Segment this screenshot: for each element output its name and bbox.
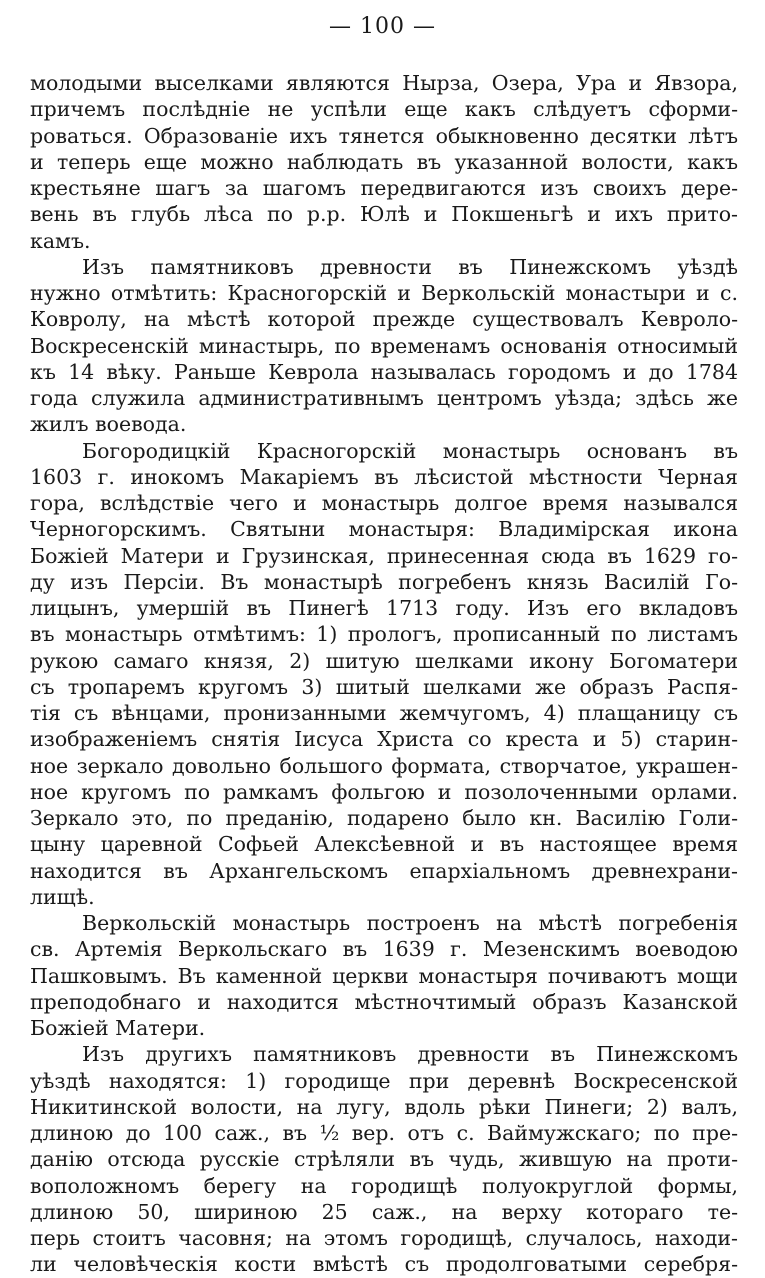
text-line: Зеркало это, по преданію, подарено было кн. Василію Голи- bbox=[30, 806, 738, 830]
text-line: перь стоитъ часовня; на этомъ городищѣ, случалось, находи- bbox=[30, 1226, 738, 1250]
text-line: воположномъ берегу на городищѣ полуокруглой формы, bbox=[30, 1173, 738, 1198]
text-line: рукою самаго князя, 2) шитую шелками икону Богоматери bbox=[30, 648, 738, 673]
text-line: ду изъ Персіи. Въ монастырѣ погребенъ князь Василій Го- bbox=[30, 569, 738, 594]
text-line: гора, вслѣдствіе чего и монастырь долгое время назывался bbox=[30, 491, 738, 515]
text-line: Богородицкій Красногорскій монастырь основанъ въ bbox=[82, 438, 738, 463]
text-line: Ковролу, на мѣстѣ которой прежде существовалъ Кевроло- bbox=[30, 307, 738, 332]
text-line: ли человѣческія кости вмѣстѣ съ продолговатыми серебря- bbox=[30, 1252, 738, 1277]
text-line: жилъ воевода. bbox=[30, 412, 187, 437]
text-line: въ монастырь отмѣтимъ: 1) прологъ, прописанный по листамъ bbox=[30, 622, 738, 647]
text-line: Божіей Матери. bbox=[30, 1016, 206, 1040]
text-line: длиною 50, шириною 25 саж., на верху котораго те- bbox=[30, 1199, 738, 1224]
text-line: Пашковымъ. Въ каменной церкви монастыря почиваютъ мощи bbox=[30, 963, 738, 988]
text-line: ное кругомъ по рамкамъ фольгою и позолоченными орлами. bbox=[30, 779, 738, 804]
text-line: изображеніемъ снятія Іисуса Христа со креста и 5) старин- bbox=[30, 727, 738, 752]
text-line: длиною до 100 саж., въ ½ вер. отъ с. Ваймужскаго; по пре- bbox=[30, 1121, 738, 1145]
text-line: ное зеркало довольно большого формата, створчатое, украшен- bbox=[30, 753, 738, 778]
text-line: года служила административнымъ центромъ уѣзда; здѣсь же bbox=[30, 386, 738, 410]
text-line: 1603 г. инокомъ Макаріемъ въ лѣсистой мѣстности Черная bbox=[30, 464, 738, 489]
text-line: лицынъ, умершій въ Пинегѣ 1713 году. Изъ его вкладовъ bbox=[30, 596, 738, 620]
text-line: цыну царевной Софьей Алексѣевной и въ настоящее время bbox=[30, 832, 738, 857]
text-line: роваться. Образованіе ихъ тянется обыкновенно десятки лѣтъ bbox=[30, 123, 738, 148]
text-line: уѣздѣ находятся: 1) городище при деревнѣ Воскресенской bbox=[30, 1068, 738, 1093]
text-line: преподобнаго и находится мѣстночтимый образъ Казанской bbox=[30, 989, 738, 1014]
text-line: Черногорскимъ. Святыни монастыря: Владимірская икона bbox=[30, 517, 738, 542]
text-line: вень въ глубь лѣса по р.р. Юлѣ и Покшеньгѣ и ихъ прито- bbox=[30, 202, 738, 227]
text-line: св. Артемія Веркольскаго въ 1639 г. Мезенскимъ воеводою bbox=[30, 937, 738, 962]
text-line: Веркольскій монастырь построенъ на мѣстѣ погребенія bbox=[82, 911, 738, 935]
body-text bbox=[30, 70, 738, 1278]
text-line: тія съ вѣнцами, пронизанными жемчугомъ, 4) плащаницу съ bbox=[30, 701, 738, 725]
text-line: молодыми выселками являются Нырза, Озера, Ура и Явзора, bbox=[30, 71, 738, 95]
text-line: находится въ Архангельскомъ епархіальномъ древнехрани- bbox=[30, 858, 738, 883]
text-line: крестьяне шагъ за шагомъ передвигаются изъ своихъ дере- bbox=[30, 176, 738, 200]
text-line: данію отсюда русскіе стрѣляли въ чудь, жившую на проти- bbox=[30, 1147, 738, 1172]
text-line: къ 14 вѣку. Раньше Кеврола называлась городомъ и до 1784 bbox=[30, 359, 738, 384]
text-line: нужно отмѣтить: Красногорскій и Веркольскій монастыри и с. bbox=[30, 281, 738, 305]
page-number: — 100 — bbox=[329, 14, 436, 39]
text-line: лищѣ. bbox=[30, 884, 95, 909]
text-line: камъ. bbox=[30, 228, 91, 253]
text-line: причемъ послѣдніе не успѣли еще какъ слѣдуетъ сформи- bbox=[30, 97, 738, 122]
text-line: и теперь еще можно наблюдать въ указанной волости, какъ bbox=[30, 149, 738, 174]
text-line: Изъ другихъ памятниковъ древности въ Пинежскомъ bbox=[82, 1042, 738, 1067]
text-line: Изъ памятниковъ древности въ Пинежскомъ уѣздѣ bbox=[82, 254, 738, 279]
text-line: съ тропаремъ кругомъ 3) шитый шелками же образъ Распя- bbox=[30, 674, 738, 699]
text-line: Никитинской волости, на лугу, вдоль рѣки Пинеги; 2) валъ, bbox=[30, 1094, 738, 1119]
text-line: Воскресенскій минастырь, по временамъ основанія относимый bbox=[30, 333, 738, 358]
text-line: Божіей Матери и Грузинская, принесенная сюда въ 1629 го- bbox=[30, 543, 738, 568]
